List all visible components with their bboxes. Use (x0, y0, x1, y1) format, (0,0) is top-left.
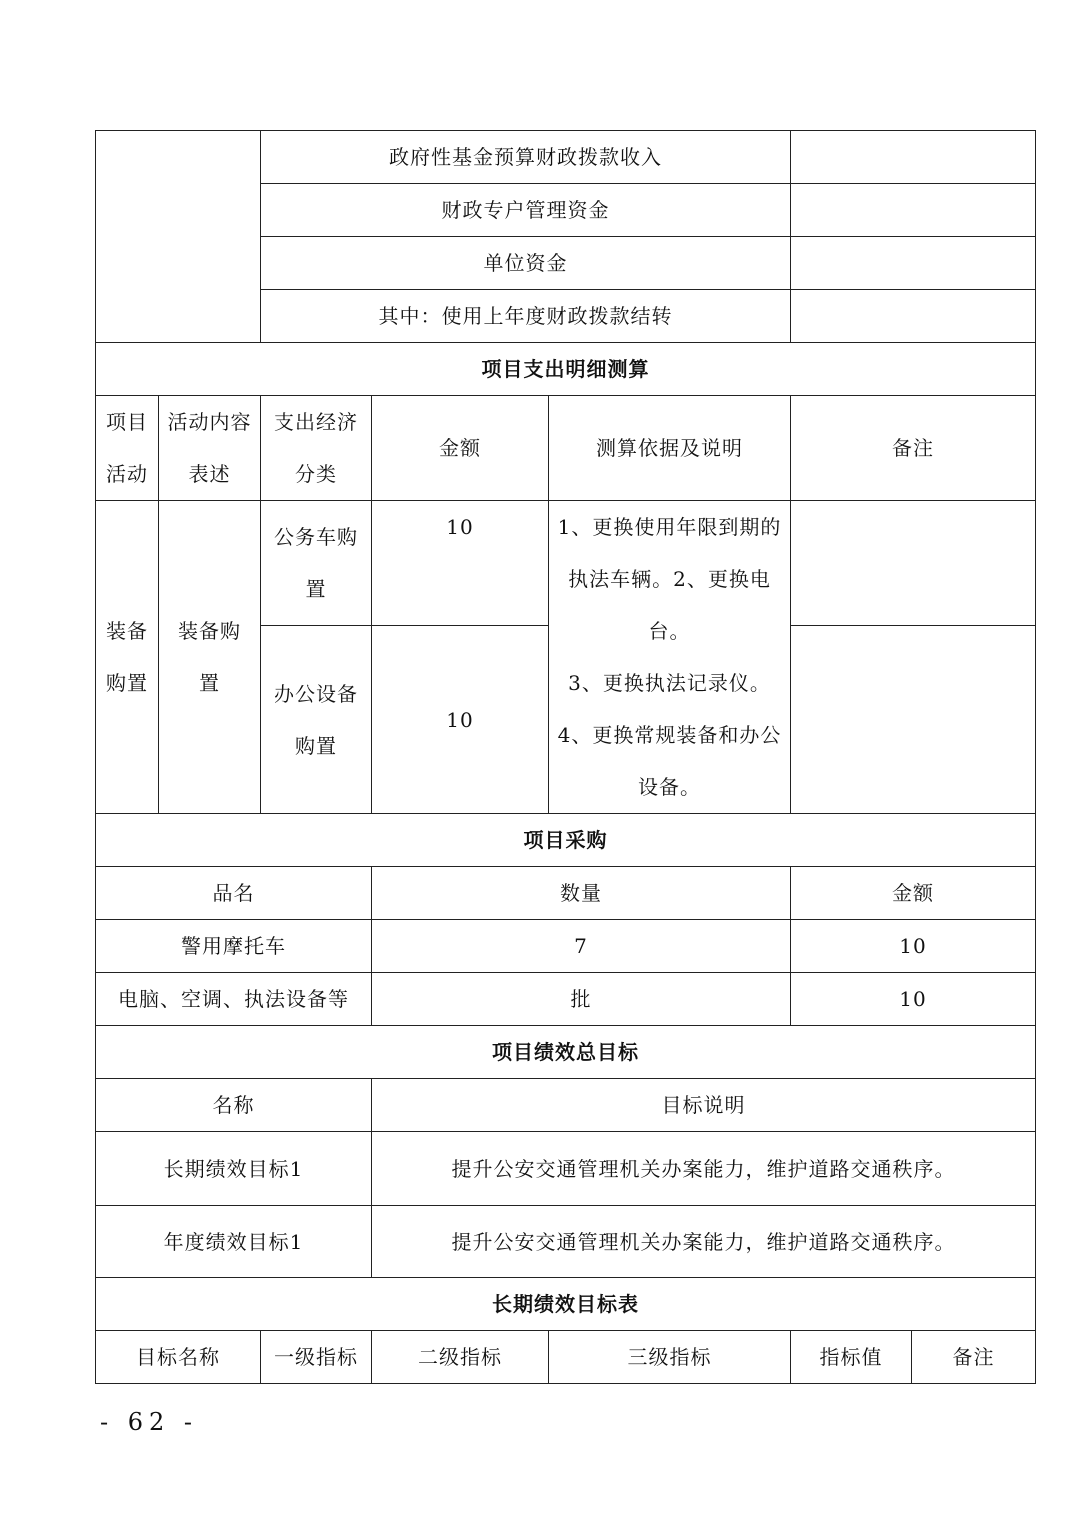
goal-name-annual: 年度绩效目标1 (96, 1206, 372, 1278)
amount-vehicle: 10 (372, 501, 549, 626)
header-proc-amount: 金额 (791, 867, 1036, 920)
header-goal-name: 名称 (96, 1079, 372, 1132)
amount-office: 10 (372, 626, 549, 814)
budget-table (95, 130, 1036, 1384)
header-level3: 三级指标 (549, 1331, 791, 1384)
funding-blank-cell (96, 131, 261, 343)
header-remark: 备注 (912, 1331, 1036, 1384)
proc-name-2: 电脑、空调、执法设备等 (96, 973, 372, 1026)
proc-qty-2: 批 (372, 973, 791, 1026)
header-basis: 测算依据及说明 (549, 396, 791, 501)
note-cell (791, 626, 1036, 814)
header-target-name: 目标名称 (96, 1331, 261, 1384)
proc-amount-2: 10 (791, 973, 1036, 1026)
proc-qty-1: 7 (372, 920, 791, 973)
goal-name-long: 长期绩效目标1 (96, 1132, 372, 1206)
funding-value-cell (791, 237, 1036, 290)
funding-value-cell (791, 290, 1036, 343)
header-goal-desc: 目标说明 (372, 1079, 1036, 1132)
header-amount: 金额 (372, 396, 549, 501)
funding-row-carryover: 其中：使用上年度财政拨款结转 (261, 290, 791, 343)
header-quantity: 数量 (372, 867, 791, 920)
header-item-name: 品名 (96, 867, 372, 920)
header-note: 备注 (791, 396, 1036, 501)
section-title-goals: 项目绩效总目标 (96, 1026, 1036, 1079)
header-econ-class: 支出经济 分类 (261, 396, 372, 501)
content-cell: 装备购 置 (159, 501, 261, 814)
header-content: 活动内容 表述 (159, 396, 261, 501)
page-number: - 62 - (100, 1408, 199, 1436)
funding-row-gov-fund: 政府性基金预算财政拨款收入 (261, 131, 791, 184)
funding-row-unit: 单位资金 (261, 237, 791, 290)
funding-value-cell (791, 131, 1036, 184)
header-activity: 项目 活动 (96, 396, 159, 501)
goal-desc-annual: 提升公安交通管理机关办案能力，维护道路交通秩序。 (372, 1206, 1036, 1278)
header-level1: 一级指标 (261, 1331, 372, 1384)
econ-item-vehicle: 公务车购 置 (261, 501, 372, 626)
proc-name-1: 警用摩托车 (96, 920, 372, 973)
section-title-procurement: 项目采购 (96, 814, 1036, 867)
note-cell (791, 501, 1036, 626)
funding-row-special-account: 财政专户管理资金 (261, 184, 791, 237)
funding-value-cell (791, 184, 1036, 237)
econ-item-office: 办公设备 购置 (261, 626, 372, 814)
header-indicator-value: 指标值 (791, 1331, 912, 1384)
section-title-long-table: 长期绩效目标表 (96, 1278, 1036, 1331)
basis-cell: 1、更换使用年限到期的 执法车辆。2、更换电台。 3、更换执法记录仪。 4、更换常规装备和办公 设备。 (549, 501, 791, 814)
activity-cell: 装备 购置 (96, 501, 159, 814)
header-level2: 二级指标 (372, 1331, 549, 1384)
proc-amount-1: 10 (791, 920, 1036, 973)
goal-desc-long: 提升公安交通管理机关办案能力，维护道路交通秩序。 (372, 1132, 1036, 1206)
section-title-expense: 项目支出明细测算 (96, 343, 1036, 396)
